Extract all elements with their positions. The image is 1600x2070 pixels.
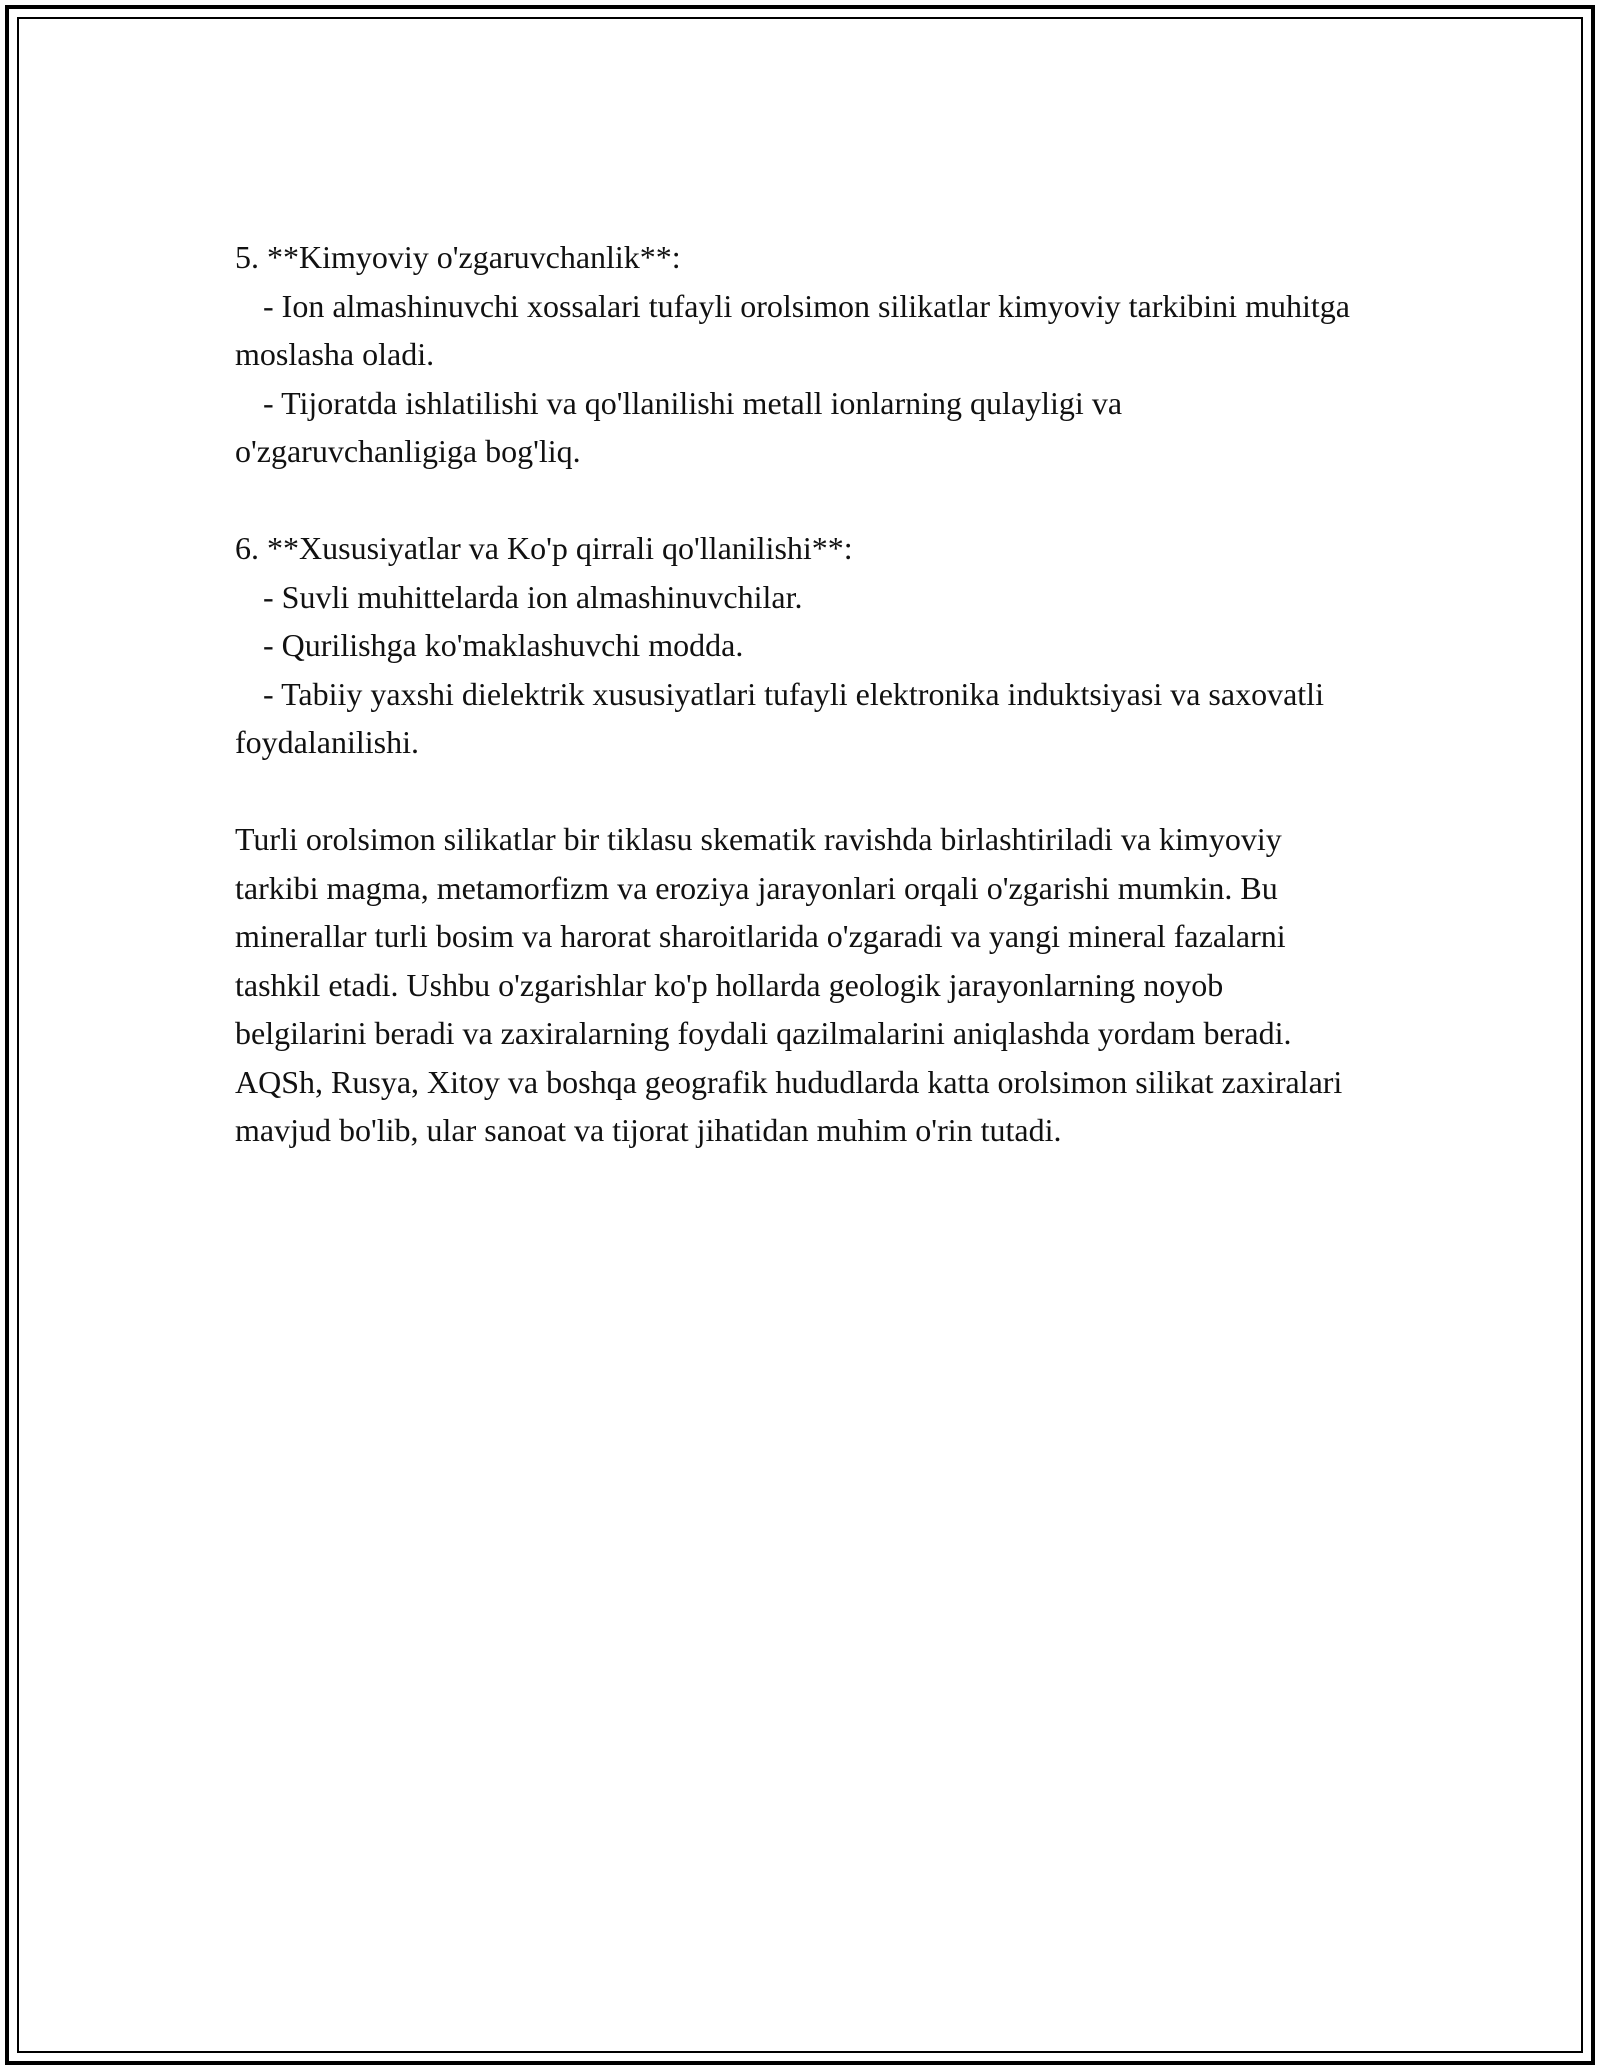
section-heading: 6. **Xususiyatlar va Ko'p qirrali qo'llanilishi**: xyxy=(235,530,853,566)
section-chemical-variability xyxy=(235,233,1355,476)
section-properties-applications xyxy=(235,524,1355,767)
list-item: - Ion almashinuvchi xossalari tufayli orolsimon silikatlar kimyoviy tarkibini muhitga moslasha oladi. xyxy=(235,287,1350,372)
summary-paragraph: Turli orolsimon silikatlar bir tiklasu skematik ravishda birlashtiriladi va kimyoviy tarkibi magma, metamorfizm va eroziya jarayonlari orqali o'zgarishi mumkin. Bu minerallar turli bosim va harorat sharoitlarida o'zgaradi va yangi mineral fazalarni tashkil etadi. Ushbu o'zgarishlar ko'p hollarda geologik jarayonlarning noyob belgilarini beradi va zaxiralarning foydali qazilmalarini aniqlashda yordam beradi. AQSh, Rusya, Xitoy va boshqa geografik hududlarda katta orolsimon silikat zaxiralari mavjud bo'lib, ular sanoat va tijorat jihatidan muhim o'rin tutadi. xyxy=(235,821,1343,1148)
document-body xyxy=(235,233,1355,1155)
section-heading: 5. **Kimyoviy o'zgaruvchanlik**: xyxy=(235,239,681,275)
list-item: - Suvli muhittelarda ion almashinuvchilar. xyxy=(263,578,803,615)
list-item: - Tabiiy yaxshi dielektrik xususiyatlari tufayli elektronika induktsiyasi va saxovatli foydalanilishi. xyxy=(235,675,1324,760)
list-item: - Tijoratda ishlatilishi va qo'llanilishi metall ionlarning qulayligi va o'zgaruvchanligiga bog'liq. xyxy=(235,384,1123,469)
list-item: - Qurilishga ko'maklashuvchi modda. xyxy=(263,627,744,663)
